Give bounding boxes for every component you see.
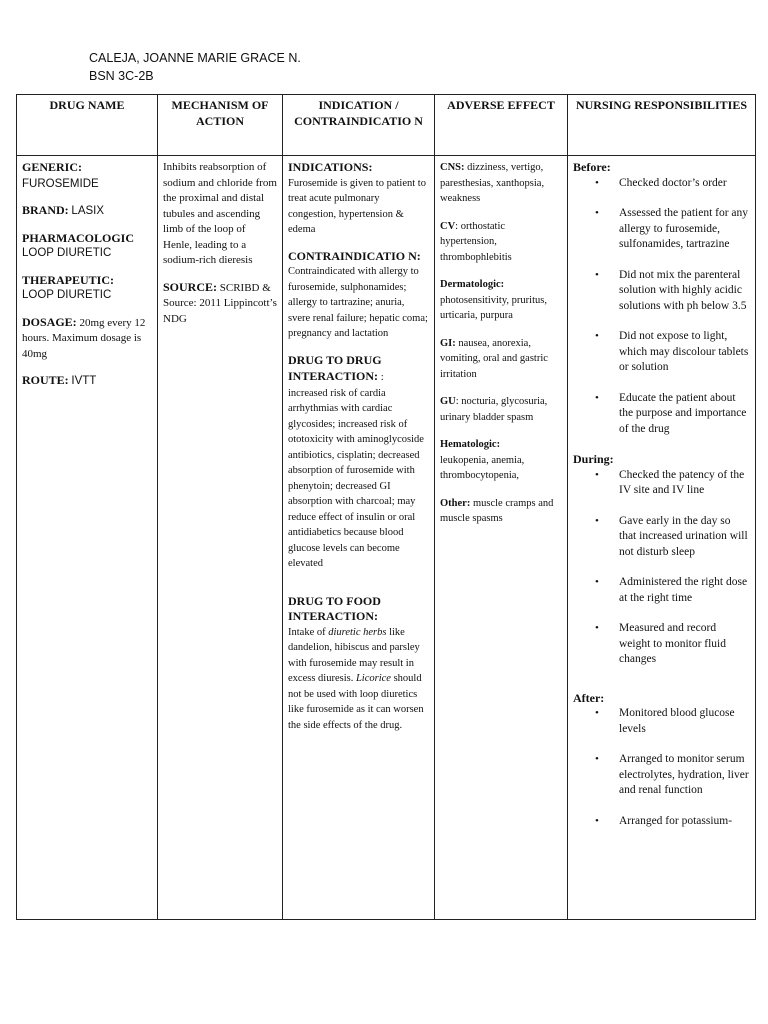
nursing-item-text: Monitored blood glucose levels (619, 707, 735, 735)
adverse-effect-item (440, 496, 562, 527)
source-label: SOURCE: (163, 279, 218, 294)
drug-food-text-3: should not be used with loop diuretics like furosemide as it can worsen the side effects of the drug. (288, 673, 424, 731)
adverse-effect-text: : nocturia, glycosuria, urinary bladder spasm (440, 396, 548, 423)
adverse-effect-item (440, 437, 562, 484)
bullet-icon: • (595, 753, 599, 765)
dosage-label: DOSAGE: (22, 314, 77, 329)
drug-drug-suffix: : (378, 371, 384, 383)
list-item (573, 814, 750, 830)
nursing-item-text: Checked the patency of the IV site and IV line (619, 468, 745, 496)
bullet-icon: • (595, 391, 599, 404)
drug-food-licorice: Licorice (355, 673, 391, 684)
bullet-icon: • (595, 514, 599, 527)
bullet-icon: • (595, 814, 599, 827)
nursing-item-text: Educate the patient about the purpose and importance of the drug (619, 391, 747, 435)
list-item (573, 514, 750, 561)
adverse-effect-label: GI: (440, 337, 456, 349)
bullet-icon: • (595, 468, 599, 481)
adverse-effect-item (440, 394, 562, 425)
list-item (573, 621, 750, 668)
drug-food-text-2: like dandelion, hibiscus and parsley with furosemide may result in excess diuresis. (288, 626, 420, 684)
col-header-adverse-effect: ADVERSE EFFECT (435, 95, 568, 156)
adverse-effect-item (440, 160, 562, 207)
indications-label: INDICATIONS: (288, 160, 373, 174)
nursing-item-text: Administered the right dose at the right time (619, 576, 748, 604)
therapeutic-value: LOOP DIURETIC (22, 289, 112, 301)
adverse-effect-label: CV (440, 220, 456, 232)
drug-food-label: DRUG TO FOOD INTERACTION: (288, 593, 381, 623)
col-header-nursing: NURSING RESPONSIBILITIES (568, 95, 756, 156)
adverse-effect-text: leukopenia, anemia, thrombocytopenia, (440, 454, 525, 481)
adverse-effect-text: photosensitivity, pruritus, urticaria, purpura (440, 294, 547, 321)
adverse-effect-item (440, 219, 562, 266)
adverse-effect-text: : orthostatic hypertension, thrombophlebitis (440, 220, 512, 263)
adverse-effect-label: Dermatologic: (440, 279, 505, 290)
bullet-icon: • (595, 330, 599, 342)
drug-food-text-1: Intake of (288, 626, 329, 638)
adverse-effect-label: GU (440, 396, 456, 407)
before-list (573, 176, 750, 438)
source-text: SCRIBD & Source: 2011 Lippincott’s NDG (163, 281, 277, 325)
contraindication-label: CONTRAINDICATIO N: (288, 248, 421, 263)
generic-label: GENERIC: (22, 160, 83, 174)
adverse-effect-text: muscle cramps and muscle spasms (440, 497, 554, 524)
drug-drug-text: increased risk of cardia arrhythmias with cardiac glycosides; increased risk of ototoxicity with aminoglycoside antibiotics, cisplatin; decreased absorption of furosemide with phenytoin; decreased GI absorption with charcoal; may reduce effect of insulin or oral antidiabetics because blood glucose levels can become elevated (288, 387, 424, 569)
list-item (573, 468, 750, 499)
drug-study-table (16, 94, 756, 920)
student-name: CALEJA, JOANNE MARIE GRACE N. (89, 51, 301, 65)
during-list (573, 468, 750, 668)
col-header-mechanism: MECHANISM OF ACTION (158, 95, 283, 156)
adverse-effect-item (440, 336, 562, 383)
list-item (573, 706, 750, 737)
adverse-effect-label: CNS: (440, 162, 465, 173)
nursing-item-text: Did not expose to light, which may discolour tablets or solution (619, 330, 749, 373)
adverse-effect-cell (435, 156, 568, 920)
nursing-item-text: Arranged to monitor serum electrolytes, hydration, liver and renal function (619, 753, 749, 796)
after-label: After: (573, 690, 605, 705)
bullet-icon: • (595, 622, 599, 634)
nursing-item-text: Assessed the patient for any allergy to furosemide, sulfonamides, tartrazine (619, 207, 749, 250)
pharmacologic-value: LOOP DIURETIC (22, 247, 112, 259)
mechanism-text: Inhibits reabsorption of sodium and chloride from the proximal and distal tubules and ascending limb of the loop of Henle, leading to a sodium-rich dieresis (163, 161, 277, 266)
nursing-item-text: Checked doctor’s order (619, 176, 727, 189)
during-label: During: (573, 452, 614, 466)
bullet-icon: • (595, 707, 599, 719)
table-header-row (17, 95, 756, 156)
list-item (573, 752, 750, 799)
therapeutic-label: THERAPEUTIC: (22, 272, 115, 287)
adverse-effect-text: dizziness, vertigo, paresthesias, xanthopsia, weakness (440, 162, 545, 204)
brand-value: LASIX (71, 205, 105, 217)
nursing-cell (568, 156, 756, 920)
drug-name-cell (17, 156, 158, 920)
pharmacologic-label: PHARMACOLOGIC (22, 230, 134, 245)
list-item (573, 329, 750, 376)
adverse-effect-label: Hematologic: (440, 439, 501, 450)
bullet-icon: • (595, 576, 599, 588)
drug-food-text (288, 625, 429, 734)
bullet-icon: • (595, 268, 599, 281)
list-item (573, 391, 750, 438)
adverse-effect-list (435, 156, 567, 527)
bullet-icon: • (595, 207, 599, 219)
table-row (17, 156, 756, 920)
mechanism-cell (158, 156, 283, 920)
col-header-indication: INDICATION / CONTRAINDICATIO N (283, 95, 435, 156)
list-item (573, 268, 750, 315)
contraindication-text: Contraindicated with allergy to furosemide, sulphonamides; allergy to tartrazine; anuria, svere renal failure; hepatic coma; pregnancy and lactation (288, 266, 428, 339)
dosage-value: 20mg every 12 hours. Maximum dosage is 40mg (22, 316, 146, 360)
list-item (573, 176, 750, 192)
brand-label: BRAND: (22, 203, 69, 217)
bullet-icon: • (595, 176, 599, 189)
adverse-effect-label: Other: (440, 497, 471, 509)
nursing-item-text: Measured and record weight to monitor fluid changes (619, 622, 727, 665)
route-value: IVTT (71, 375, 97, 387)
list-item (573, 575, 750, 606)
generic-value: FUROSEMIDE (22, 177, 99, 190)
nursing-item-text: Did not mix the parenteral solution with highly acidic solutions with ph below 3.5 (619, 268, 747, 312)
nursing-item-text: Arranged for potassium- (619, 814, 733, 827)
nursing-item-text: Gave early in the day so that increased urination will not disturb sleep (619, 514, 748, 558)
after-list (573, 706, 750, 829)
drug-food-herbs: diuretic herbs (328, 626, 387, 638)
indication-cell (283, 156, 435, 920)
drug-drug-label: DRUG TO DRUG INTERACTION: (288, 352, 382, 383)
student-section: BSN 3C-2B (89, 69, 154, 83)
adverse-effect-item (440, 277, 562, 324)
col-header-drug-name: DRUG NAME (17, 95, 158, 156)
before-label: Before: (573, 160, 611, 174)
indications-text: Furosemide is given to patient to treat acute pulmonary congestion, hypertension & edema (288, 177, 426, 235)
list-item (573, 206, 750, 253)
adverse-effect-text: nausea, anorexia, vomiting, oral and gastric irritation (440, 337, 548, 380)
route-label: ROUTE: (22, 373, 69, 387)
